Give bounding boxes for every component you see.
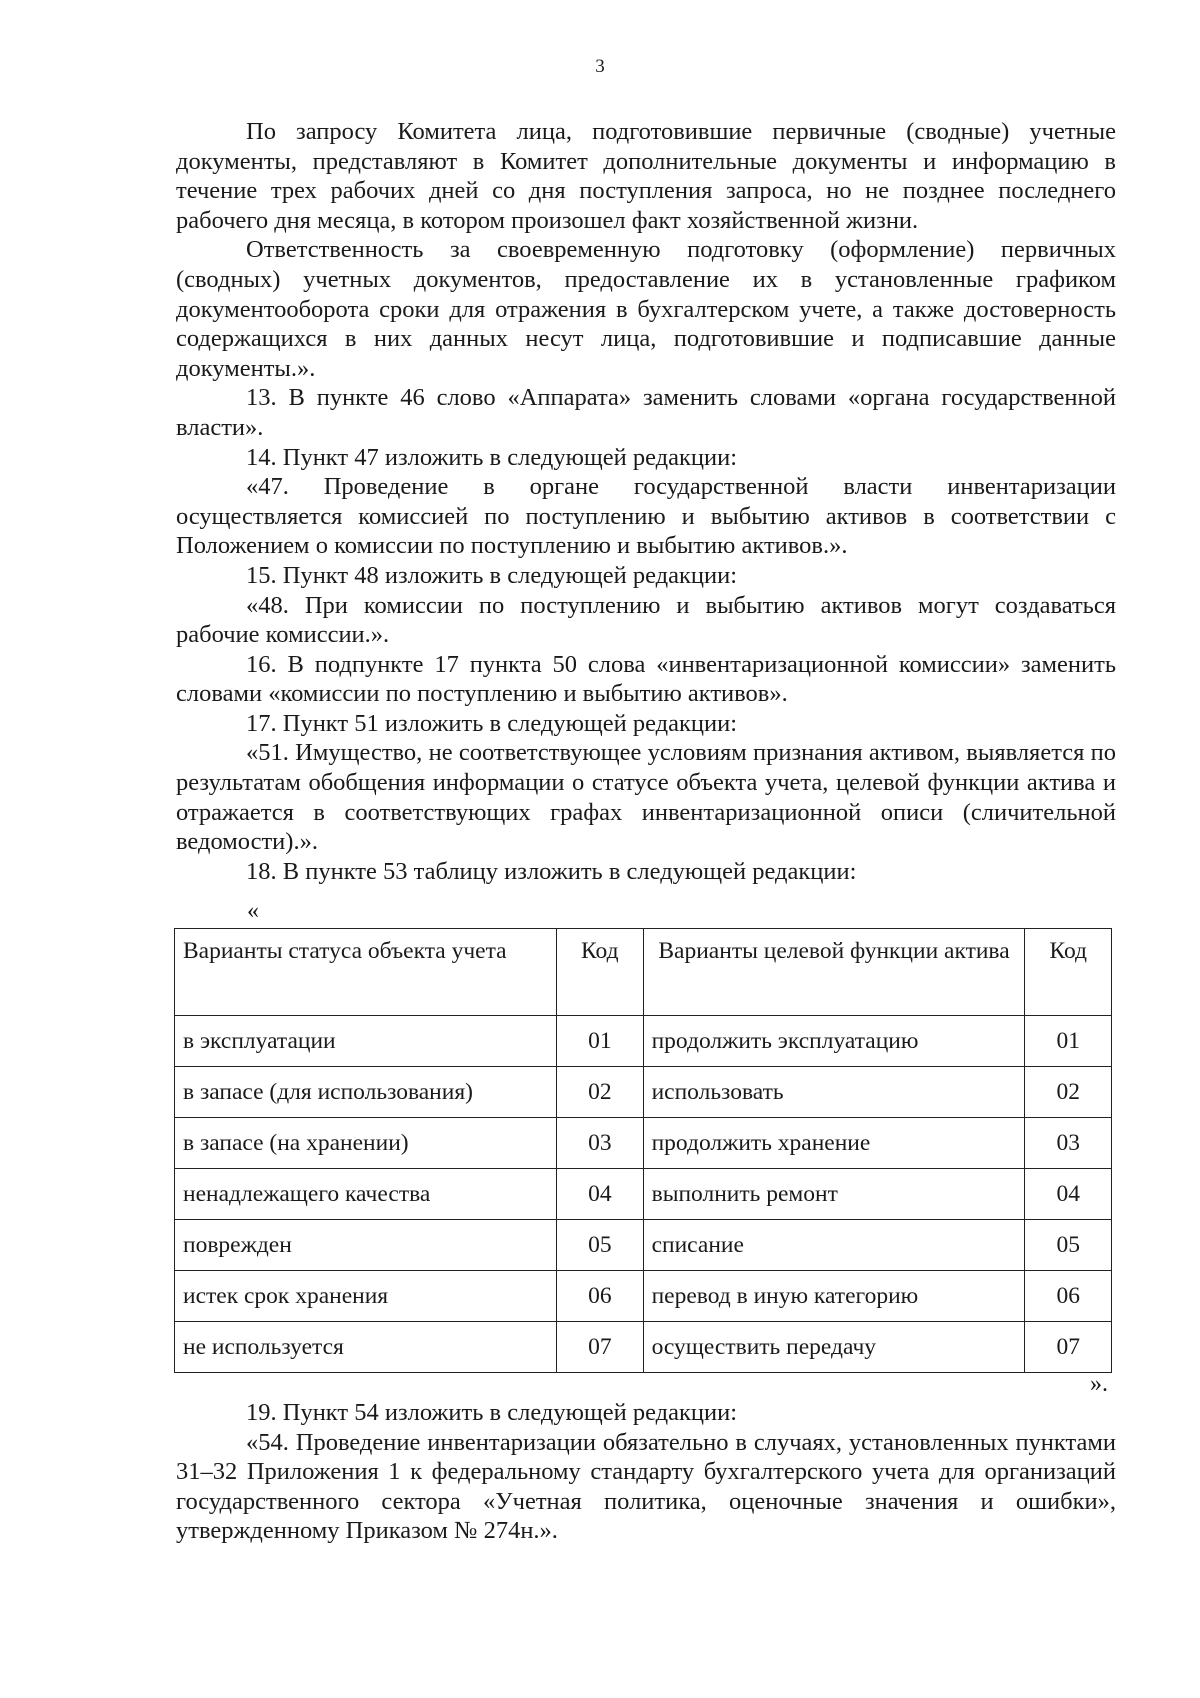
paragraph: Ответственность за своевременную подготовку (оформление) первичных (сводных) учетных документов, предоставление их в установленные графиком документооборота сроки для отражения в бухгалтерском учете, а также достоверность содержащихся в них данных несут лица, подготовившие и подписавшие данные документы.». (176, 236, 1116, 382)
document-body-bottom (176, 1398, 1116, 1546)
status-cell: истек срок хранения (175, 1271, 557, 1322)
paragraph: 13. В пункте 46 слово «Аппарата» заменить словами «органа государственной власти». (176, 384, 1116, 441)
header-code: Код (557, 929, 644, 1016)
status-code-cell: 02 (557, 1067, 644, 1118)
paragraph: 17. Пункт 51 изложить в следующей редакции: (246, 709, 738, 737)
paragraph: 16. В подпункте 17 пункта 50 слова «инвентаризационной комиссии» заменить словами «комиссии по поступлению и выбытию активов». (176, 650, 1116, 708)
function-cell: выполнить ремонт (643, 1169, 1025, 1220)
page-number: 3 (595, 56, 605, 77)
function-code-cell: 02 (1025, 1067, 1112, 1118)
paragraph: «54. Проведение инвентаризации обязательно в случаях, установленных пунктами 31–32 Приложения 1 к федеральному стандарту бухгалтерского учета для организаций государственного сектора «Учетная политика, оценочные значения и ошибки», утвержденному Приказом № 274н.». (176, 1428, 1116, 1545)
paragraph: «48. При комиссии по поступлению и выбытию активов могут создаваться рабочие комиссии.». (176, 591, 1116, 649)
status-cell: поврежден (175, 1220, 557, 1271)
table-row (175, 1322, 1112, 1373)
paragraph: 18. В пункте 53 таблицу изложить в следующей редакции: (246, 857, 857, 885)
table-closing-quote: ». (1090, 1371, 1108, 1397)
status-cell: в запасе (для использования) (175, 1067, 557, 1118)
status-cell: в запасе (на хранении) (175, 1118, 557, 1169)
status-code-cell: 04 (557, 1169, 644, 1220)
function-code-cell: 03 (1025, 1118, 1112, 1169)
status-cell: в эксплуатации (175, 1016, 557, 1067)
paragraph: «51. Имущество, не соответствующее условиям признания активом, выявляется по результатам обобщения информации о статусе объекта учета, целевой функции актива и отражается в соответствующих графах инвентаризационной описи (сличительной ведомости).». (176, 739, 1116, 856)
function-code-cell: 07 (1025, 1322, 1112, 1373)
table-row (175, 1169, 1112, 1220)
asset-status-table (174, 928, 1112, 1373)
table-row (175, 1016, 1112, 1067)
function-code-cell: 04 (1025, 1169, 1112, 1220)
status-code-cell: 06 (557, 1271, 644, 1322)
status-code-cell: 05 (557, 1220, 644, 1271)
function-code-cell: 05 (1025, 1220, 1112, 1271)
function-code-cell: 01 (1025, 1016, 1112, 1067)
table-row (175, 1118, 1112, 1169)
header-code: Код (1025, 929, 1112, 1016)
function-cell: списание (643, 1220, 1025, 1271)
table-row (175, 1067, 1112, 1118)
function-cell: перевод в иную категорию (643, 1271, 1025, 1322)
paragraph: 15. Пункт 48 изложить в следующей редакции: (246, 561, 738, 589)
status-cell: не используется (175, 1322, 557, 1373)
paragraph: По запросу Комитета лица, подготовившие первичные (сводные) учетные документы, представляют в Комитет дополнительные документы и информацию в течение трех рабочих дней со дня поступления запроса, но не позднее последнего рабочего дня месяца, в котором произошел факт хозяйственной жизни. (176, 118, 1116, 234)
status-cell: ненадлежащего качества (175, 1169, 557, 1220)
paragraph: 19. Пункт 54 изложить в следующей редакции: (246, 1399, 738, 1426)
function-code-cell: 06 (1025, 1271, 1112, 1322)
table-header-row (175, 929, 1112, 1016)
table-row (175, 1271, 1112, 1322)
paragraph: «47. Проведение в органе государственной власти инвентаризации осуществляется комиссией по поступлению и выбытию активов в соответствии с Положением о комиссии по поступлению и выбытию активов.». (176, 473, 1116, 560)
function-cell: продолжить эксплуатацию (643, 1016, 1025, 1067)
function-cell: продолжить хранение (643, 1118, 1025, 1169)
status-code-cell: 01 (557, 1016, 644, 1067)
table-row (175, 1220, 1112, 1271)
document-body-top (176, 117, 1116, 886)
function-cell: осуществить передачу (643, 1322, 1025, 1373)
header-function-variants: Варианты целевой функции актива (643, 929, 1025, 1016)
table-opening-quote: « (247, 898, 259, 924)
paragraph: 14. Пункт 47 изложить в следующей редакции: (246, 443, 738, 471)
status-code-cell: 03 (557, 1118, 644, 1169)
status-code-cell: 07 (557, 1322, 644, 1373)
function-cell: использовать (643, 1067, 1025, 1118)
header-status-variants: Варианты статуса объекта учета (175, 929, 557, 1016)
